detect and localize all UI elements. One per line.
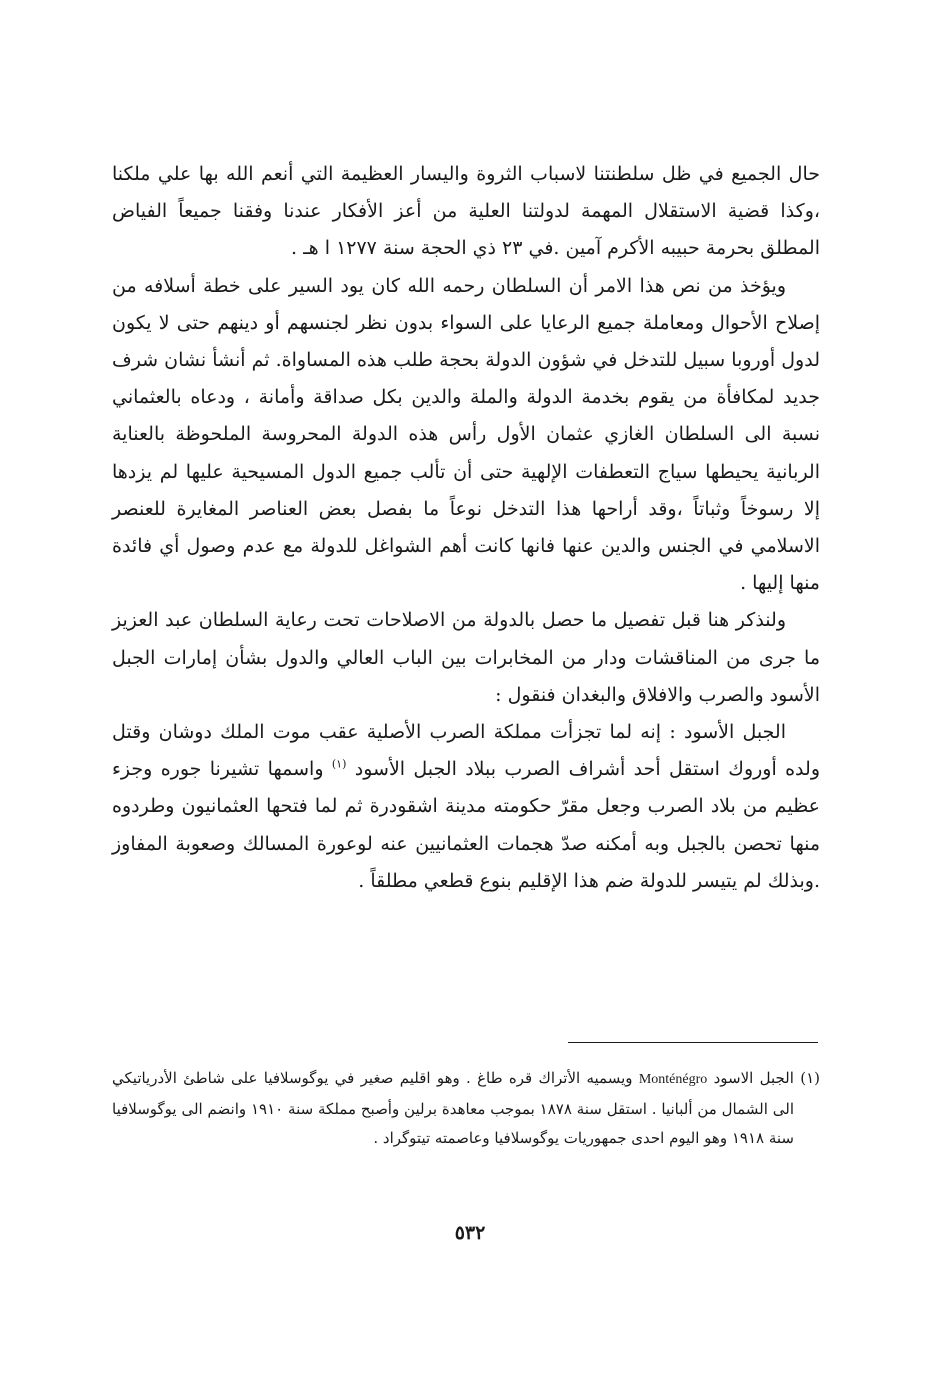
footnote-marker: (١) <box>800 1069 820 1087</box>
footnote-separator-line <box>568 1042 818 1043</box>
footnote-latin-term: Monténégro <box>638 1072 708 1087</box>
footnote-term: الجبل الاسود <box>713 1069 794 1087</box>
page-number: ٥٣٢ <box>454 1222 486 1244</box>
footnote-explanation: ويسميه الأتراك قره طاغ . وهو اقليم صغير في يوگوسلافيا على شاطئ الأدرياتيكي الى الشمال من ألبانيا . استقل سنة ١٨٧٨ بموجب معاهدة برلين وأصبح مملكة سنة ١٩١٠ وانضم الى يوگوسلافيا سنة ١٩١٨ وهو اليوم احدى جمهوريات يوگوسلافيا وعاصمته تيتوگراد . <box>112 1069 794 1147</box>
footnote-montenegro <box>112 1064 820 1154</box>
paragraph-sultan-reforms: ويؤخذ من نص هذا الامر أن السلطان رحمه الله كان يود السير على خطة أسلافه من إصلاح الأحوال ومعاملة جميع الرعايا على السواء بدون نظر لجنسهم أو دينهم حتى لا يكون لدول أوروبا سبيل للتدخل في شؤون الدولة بحجة طلب هذه المساواة. ثم أنشأ نشان شرف جديد لمكافأة من يقوم بخدمة الدولة والملة والدين بكل صداقة وأمانة ، ودعاه بالعثماني نسبة الى السلطان الغازي عثمان الأول رأس هذه الدولة المحروسة الملحوظة بالعناية الربانية يحيطها سياج التعطفات الإلهية حتى أن تألب جميع الدول المسيحية عليها لم يزدها إلا رسوخاً وثباتاً ،وقد أراحها هذا التدخل نوعاً ما بفصل بعض العناصر المغايرة للعنصر الاسلامي في الجنس والدين عنها فانها كانت أهم الشواغل للدولة مع عدم وصول أي فائدة منها إليها . <box>112 274 820 595</box>
montenegro-text-before-reference: الجبل الأسود : إنه لما تجزأت مملكة الصرب الأصلية عقب موت الملك دوشان وقتل ولده أوروك استقل أحد أشراف الصرب ببلاد الجبل الأسود <box>112 721 820 781</box>
paragraph-introduction: ولنذكر هنا قبل تفصيل ما حصل بالدولة من الاصلاحات تحت رعاية السلطان عبد العزيز ما جرى من المناقشات ودار من المخابرات بين الباب العالي والدول بشأن إمارات الجبل الأسود والصرب والافلاق والبغدان فنقول : <box>112 609 820 706</box>
paragraph-montenegro <box>112 714 820 900</box>
paragraph-opening: حال الجميع في ظل سلطنتنا لاسباب الثروة واليسار العظيمة التي أنعم الله بها علي ملكنا ،وكذا قضية الاستقلال المهمة لدولتنا العلية من أعز الأفكار عندنا وفقنا جميعاً الفياض المطلق بحرمة حبيبه الأكرم آمين .في ٢٣ ذي الحجة سنة ١٢٧٧ ا هـ . <box>112 163 820 260</box>
montenegro-text-after-reference: واسمها تشيرنا جوره وجزء عظيم من بلاد الصرب وجعل مقرّ حكومته مدينة اشقودرة ثم لما فتحها العثمانيون وطردوه منها تحصن بالجبل وبه أمكنه صدّ هجمات العثمانيين عنه لوعورة المسالك وصعوبة المفاوز .وبذلك لم يتيسر للدولة ضم هذا الإقليم بنوع قطعي مطلقاً . <box>112 758 820 892</box>
main-text <box>112 156 820 900</box>
footnote-reference-marker: (١) <box>331 757 347 771</box>
footnotes-section <box>112 1064 820 1154</box>
